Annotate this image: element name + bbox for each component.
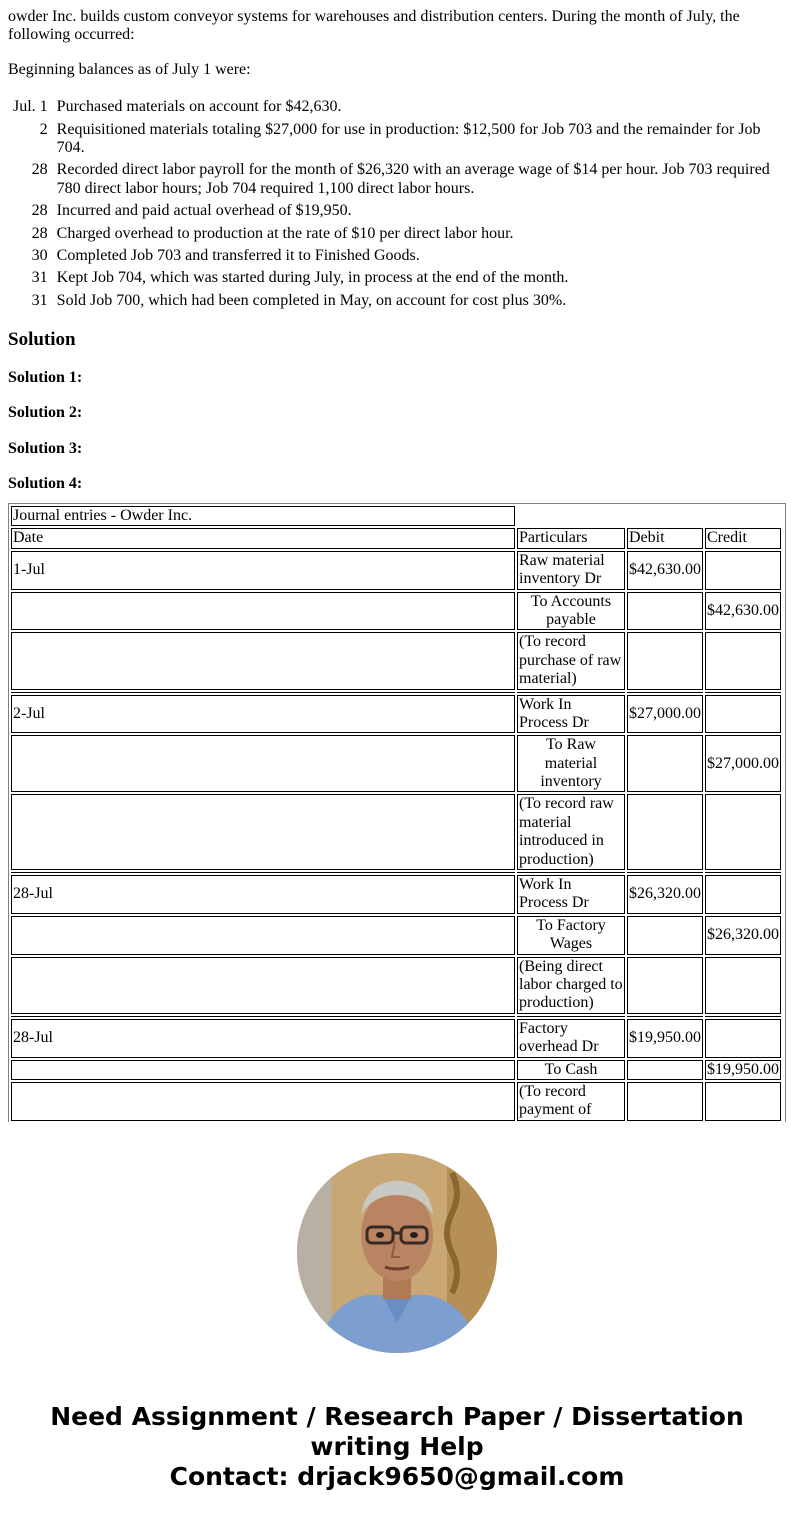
banner-line-1: Need Assignment / Research Paper / Dissertation xyxy=(50,1402,744,1431)
debit-account: Raw material inventory Dr xyxy=(517,551,625,590)
entry-date: 28-Jul xyxy=(11,875,515,914)
journal-table-viewport xyxy=(8,503,786,1122)
journal-debit-row xyxy=(11,875,781,914)
event-date: Jul. 1 xyxy=(13,98,48,116)
journal-table xyxy=(9,504,783,1122)
promo-banner xyxy=(0,1402,794,1492)
narration: (To record payment of xyxy=(517,1082,625,1121)
debit-amount: $42,630.00 xyxy=(627,551,703,590)
debit-amount: $19,950.00 xyxy=(627,1019,703,1058)
solution-2-label: Solution 2: xyxy=(8,404,83,422)
journal-header-row xyxy=(11,528,781,548)
journal-credit-row xyxy=(11,735,781,792)
journal-table-frame xyxy=(8,503,786,1122)
entry-date: 1-Jul xyxy=(11,551,515,590)
event-date: 28 xyxy=(31,202,48,220)
event-date: 2 xyxy=(39,120,48,138)
intro-paragraph: owder Inc. builds custom conveyor systems for warehouses and distribution centers. During the month of July, the following occurred: xyxy=(8,8,740,44)
narration: (To record purchase of raw material) xyxy=(517,632,625,689)
document-body xyxy=(8,8,786,510)
event-text: Requisitioned materials totaling $27,000 for use in production: $12,500 for Job 703 and the remainder for Job 704. xyxy=(56,120,761,156)
event-text: Kept Job 704, which was started during July, in process at the end of the month. xyxy=(56,269,569,287)
debit-account: Work In Process Dr xyxy=(517,875,625,914)
event-text: Purchased materials on account for $42,630. xyxy=(56,98,342,116)
narration: (To record raw material introduced in production) xyxy=(517,794,625,870)
narration: (Being direct labor charged to production) xyxy=(517,957,625,1014)
credit-account: To Accounts payable xyxy=(517,592,625,631)
credit-amount: $42,630.00 xyxy=(705,592,781,631)
journal-narration-row xyxy=(11,1082,781,1121)
debit-account: Factory overhead Dr xyxy=(517,1019,625,1058)
event-date: 31 xyxy=(31,291,48,309)
event-row xyxy=(12,291,784,311)
header-particulars: Particulars xyxy=(517,528,625,548)
debit-amount: $26,320.00 xyxy=(627,875,703,914)
journal-title: Journal entries - Owder Inc. xyxy=(11,506,515,526)
event-text: Completed Job 703 and transferred it to Finished Goods. xyxy=(56,246,420,264)
banner-contact: Contact: drjack9650@gmail.com xyxy=(169,1462,625,1491)
event-text: Sold Job 700, which had been completed in May, on account for cost plus 30%. xyxy=(56,291,567,309)
event-row xyxy=(12,268,784,288)
solution-4-label: Solution 4: xyxy=(8,475,83,493)
beginning-balances-text: Beginning balances as of July 1 were: xyxy=(8,60,251,78)
solution-3-label: Solution 3: xyxy=(8,439,83,457)
banner-line-2: writing Help xyxy=(310,1432,484,1461)
credit-account: To Cash xyxy=(517,1060,625,1080)
journal-credit-row xyxy=(11,916,781,955)
journal-narration-row xyxy=(11,794,781,870)
event-date: 28 xyxy=(31,161,48,179)
journal-credit-row xyxy=(11,592,781,631)
event-row xyxy=(12,120,784,159)
event-row xyxy=(12,201,784,221)
credit-amount: $19,950.00 xyxy=(705,1060,781,1080)
event-row xyxy=(12,97,784,117)
event-text: Recorded direct labor payroll for the month of $26,320 with an average wage of $14 per hour. Job 703 required 780 direct labor hours; Job 704 required 1,100 direct labor hours. xyxy=(56,161,770,197)
journal-debit-row xyxy=(11,695,781,734)
credit-account: To Factory Wages xyxy=(517,916,625,955)
entry-date: 28-Jul xyxy=(11,1019,515,1058)
journal-narration-row xyxy=(11,957,781,1014)
journal-narration-row xyxy=(11,632,781,689)
credit-account: To Raw material inventory xyxy=(517,735,625,792)
solution-1-label: Solution 1: xyxy=(8,368,83,386)
events-list xyxy=(10,95,786,313)
debit-account: Work In Process Dr xyxy=(517,695,625,734)
event-date: 30 xyxy=(31,246,48,264)
header-credit: Credit xyxy=(705,528,781,548)
header-debit: Debit xyxy=(627,528,703,548)
journal-credit-row xyxy=(11,1060,781,1080)
profile-photo xyxy=(297,1153,497,1353)
debit-amount: $27,000.00 xyxy=(627,695,703,734)
event-date: 31 xyxy=(31,269,48,287)
event-date: 28 xyxy=(31,224,48,242)
event-text: Charged overhead to production at the rate of $10 per direct labor hour. xyxy=(56,224,514,242)
journal-debit-row xyxy=(11,551,781,590)
event-row xyxy=(12,224,784,244)
entry-date: 2-Jul xyxy=(11,695,515,734)
journal-debit-row xyxy=(11,1019,781,1058)
event-row xyxy=(12,160,784,199)
header-date: Date xyxy=(11,528,515,548)
event-text: Incurred and paid actual overhead of $19,950. xyxy=(56,202,352,220)
credit-amount: $27,000.00 xyxy=(705,735,781,792)
credit-amount: $26,320.00 xyxy=(705,916,781,955)
profile-photo-illustration xyxy=(297,1153,497,1353)
solution-heading: Solution xyxy=(8,329,76,351)
event-row xyxy=(12,246,784,266)
